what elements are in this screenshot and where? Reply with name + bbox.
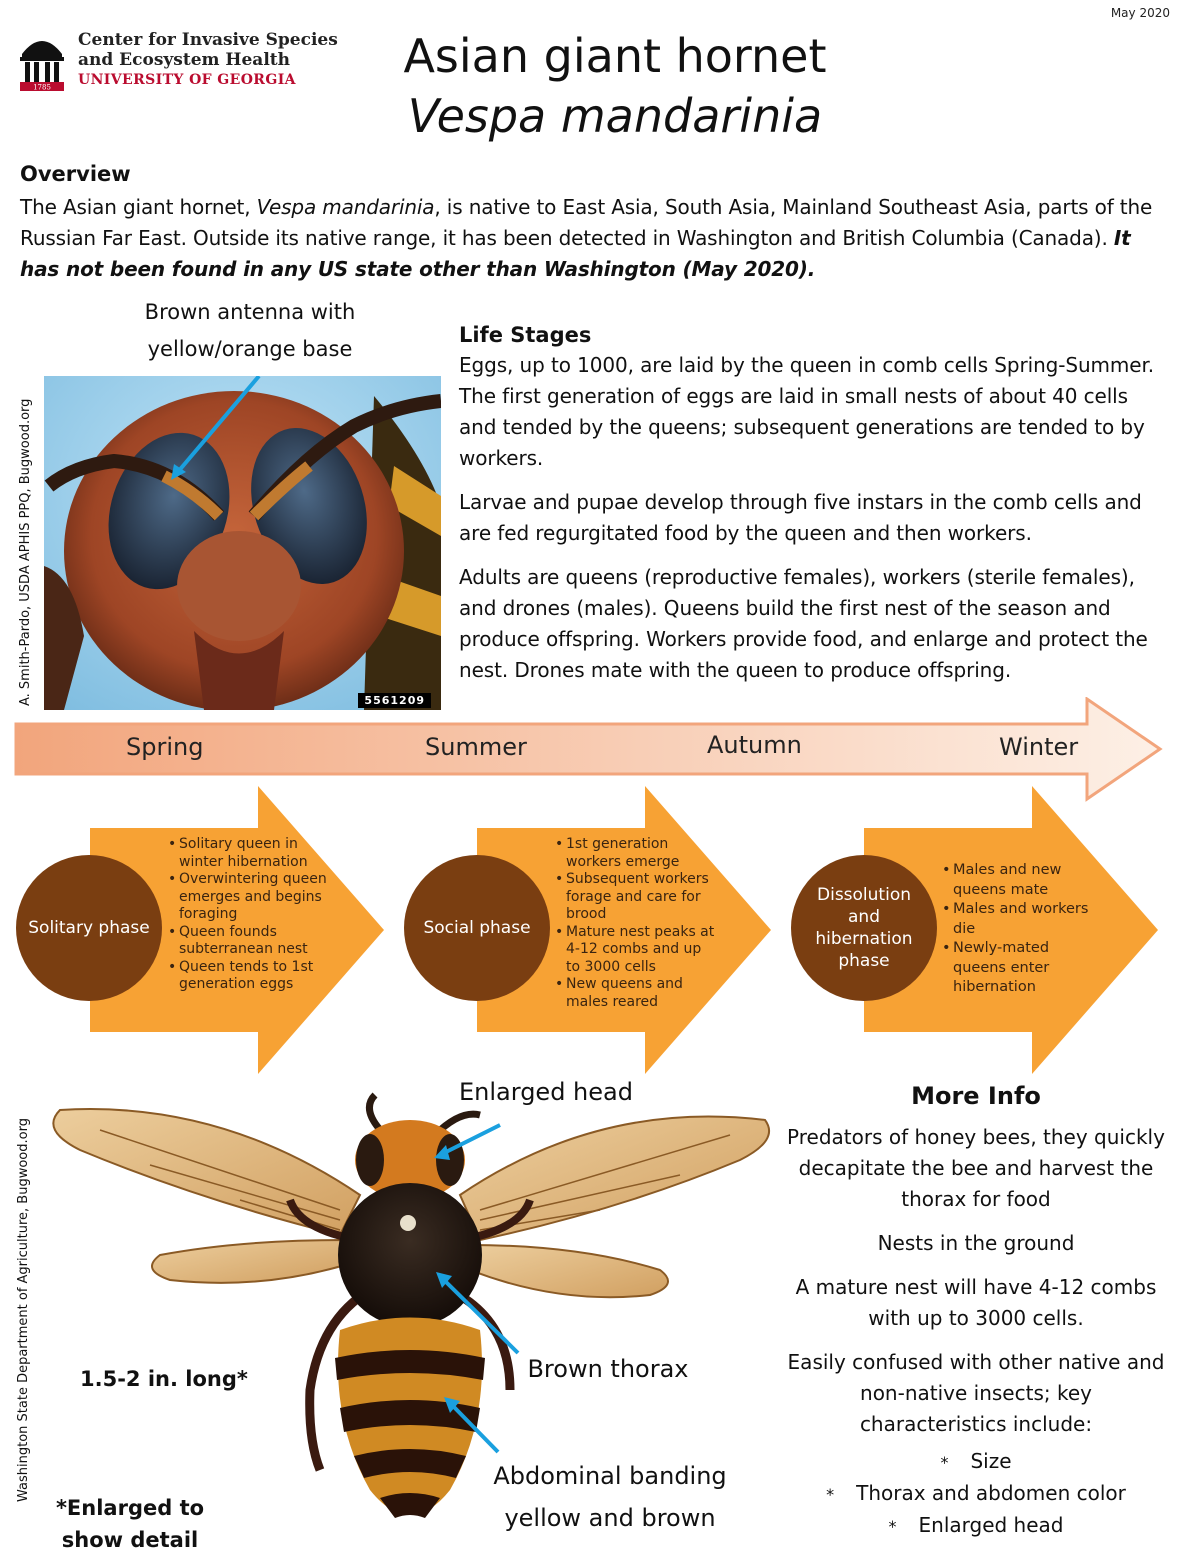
overview-text-a: The Asian giant hornet, [20,195,257,219]
publication-date: May 2020 [1110,6,1170,20]
dissolution-phase-item: • Males and workers die [942,900,1102,939]
brown-thorax-callout: Brown thorax [527,1355,689,1383]
characteristic-item [786,1510,1166,1542]
specimen-photo-credit: Washington State Department of Agriculture, Bugwood.org [16,1118,31,1502]
season-spring: Spring [126,733,204,761]
ciseh-uga-logo [18,26,348,96]
more-info-mature-nest: A mature nest will have 4-12 combs with up to 3000 cells. [795,1275,1157,1330]
head-photo-credit: A. Smith-Pardo, USDA APHIS PPQ, Bugwood.org [18,398,33,706]
logo-line-2: and Ecosystem Health [78,50,290,70]
more-info-heading: More Info [911,1082,1041,1110]
hornet-head-photo [44,376,441,710]
life-stages-larvae: Larvae and pupae develop through five instars in the comb cells and are fed regurgitated food by the queen and then workers. [459,490,1142,545]
solitary-phase-list [168,836,328,994]
enlarged-note-line-1: *Enlarged to [55,1496,205,1520]
more-info-nests: Nests in the ground [877,1231,1075,1255]
abdominal-callout-line-2: yellow and brown [504,1504,716,1532]
hornet-head-illustration [44,376,441,710]
bullet-star-icon: * [826,1485,835,1504]
characteristic-item [786,1478,1166,1510]
more-info-section [786,1082,1166,1542]
page-title: Asian giant hornet [403,29,827,83]
scientific-name: Vespa mandarinia [407,89,823,143]
antenna-callout-line-2: yellow/orange base [147,337,353,361]
characteristic-label: Enlarged head [918,1513,1064,1537]
overview-text [20,192,1170,285]
photo-id: 5561209 [358,693,431,708]
bullet-star-icon: * [888,1517,897,1536]
life-stages-heading: Life Stages [459,323,592,347]
life-stages-eggs: Eggs, up to 1000, are laid by the queen in comb cells Spring-Summer. The first generation of eggs are laid in small nests of about 40 cells and tended by the queens; subsequent generations are tended to by workers. [459,353,1155,470]
more-info-predators: Predators of honey bees, they quickly decapitate the bee and harvest the thorax for food [787,1125,1165,1211]
arch-logo-icon [18,26,66,92]
solitary-phase-circle: Solitary phase [16,855,162,1001]
abdominal-banding-callout [490,1455,730,1539]
solitary-phase-item: • Queen founds subterranean nest [168,924,328,959]
characteristic-label: Thorax and abdomen color [856,1481,1126,1505]
logo-year: 1785 [33,83,51,92]
abdominal-callout-line-1: Abdominal banding [493,1462,727,1490]
social-phase-item: • Subsequent workers forage and care for brood [555,871,715,924]
logo-line-1: Center for Invasive Species [78,30,338,50]
season-summer: Summer [425,733,527,761]
more-info-confusion: Easily confused with other native and non-native insects; key characteristics include: [787,1350,1165,1436]
antenna-callout [120,294,380,368]
season-winter: Winter [999,733,1079,761]
characteristic-item [786,1446,1166,1478]
dissolution-phase-list [942,861,1102,998]
dissolution-phase-circle: Dissolution and hibernation phase [791,855,937,1001]
overview-heading: Overview [20,162,131,186]
characteristic-label: Size [970,1449,1012,1473]
social-phase-list [555,836,715,1011]
life-stages-section [459,320,1169,699]
social-phase-item: • New queens and males reared [555,976,715,1011]
overview-emphasis: It has not been found in any US state other than Washington (May 2020). [20,226,1131,281]
season-autumn: Autumn [707,731,802,759]
enlarged-note-line-2: show detail [61,1528,199,1552]
social-phase-item: • Mature nest peaks at 4-12 combs and up to 3000 cells [555,924,715,977]
dissolution-phase-item: • Newly-mated queens enter hibernation [942,939,1102,998]
enlarged-note [40,1492,220,1556]
logo-university: UNIVERSITY OF GEORGIA [78,72,296,88]
enlarged-head-callout: Enlarged head [459,1078,633,1106]
overview-text-b: , is native to East Asia, South Asia, Mainland Southeast Asia, parts of the Russian Far East. Outside its native range, it has been detected in Washington and British Columbia (Canada). [20,195,1153,250]
key-characteristics-list [786,1446,1166,1542]
social-phase-circle: Social phase [404,855,550,1001]
solitary-phase-item: • Queen tends to 1st generation eggs [168,959,328,994]
dissolution-phase-item: • Males and new queens mate [942,861,1102,900]
antenna-callout-line-1: Brown antenna with [144,300,356,324]
life-stages-adults: Adults are queens (reproductive females), workers (sterile females), and drones (males). Queens build the first nest of the season and produce offspring. Workers provide food, and enlarge and protect the nest. Drones mate with the queen to produce offspring. [459,565,1148,682]
hornet-length: 1.5-2 in. long* [80,1367,248,1391]
bullet-star-icon: * [940,1453,949,1472]
solitary-phase-item: • Solitary queen in winter hibernation [168,836,328,871]
logo-text [78,30,338,90]
overview-species: Vespa mandarinia [256,195,435,219]
solitary-phase-item: • Overwintering queen emerges and begins foraging [168,871,328,924]
social-phase-item: • 1st generation workers emerge [555,836,715,871]
